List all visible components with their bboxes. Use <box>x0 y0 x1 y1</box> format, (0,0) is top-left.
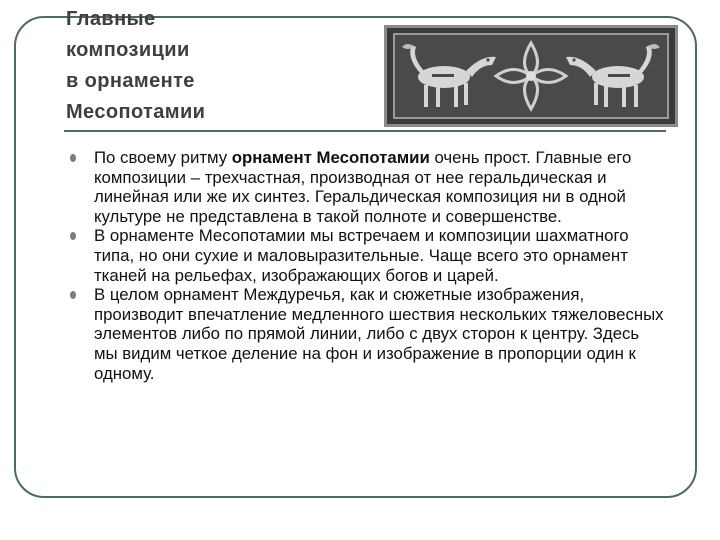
bullet-icon <box>70 154 76 162</box>
title-line: Месопотамии <box>66 101 206 123</box>
bullet-icon <box>70 232 76 240</box>
bullet-icon <box>70 291 76 299</box>
slide-title <box>66 4 266 128</box>
bullet-text-post: очень прост. Главные его композиции – трехчастная, производная от нее геральдическая и линейная или же их синтез. Геральдическая композиция ни в одной культуре не представлена в такой полноте и совершенстве. <box>94 148 632 226</box>
title-divider <box>64 130 666 132</box>
bullet-list <box>66 148 666 383</box>
title-line: композиции <box>66 39 190 61</box>
bullet-text-pre: По своему ритму <box>94 148 232 167</box>
bullet-text: В орнаменте Месопотамии мы встречаем и композиции шахматного типа, но они сухие и маловыразительные. Чаще всего это орнамент тканей на рельефах, изображающих богов и царей. <box>94 226 629 285</box>
list-item <box>66 226 666 285</box>
bullet-text-bold: орнамент Месопотамии <box>231 148 430 167</box>
ornament-image <box>384 25 678 127</box>
title-line: Главные <box>66 8 156 30</box>
title-line: в орнаменте <box>66 70 195 92</box>
list-item <box>66 148 666 226</box>
bullet-text: В целом орнамент Междуречья, как и сюжетные изображения, производит впечатление медленного шествия нескольких тяжеловесных элементов либо по прямой линии, либо с двух сторон к центру. Здесь мы видим четкое деление на фон и изображение в пропорции один к одному. <box>94 285 664 383</box>
list-item <box>66 285 666 383</box>
